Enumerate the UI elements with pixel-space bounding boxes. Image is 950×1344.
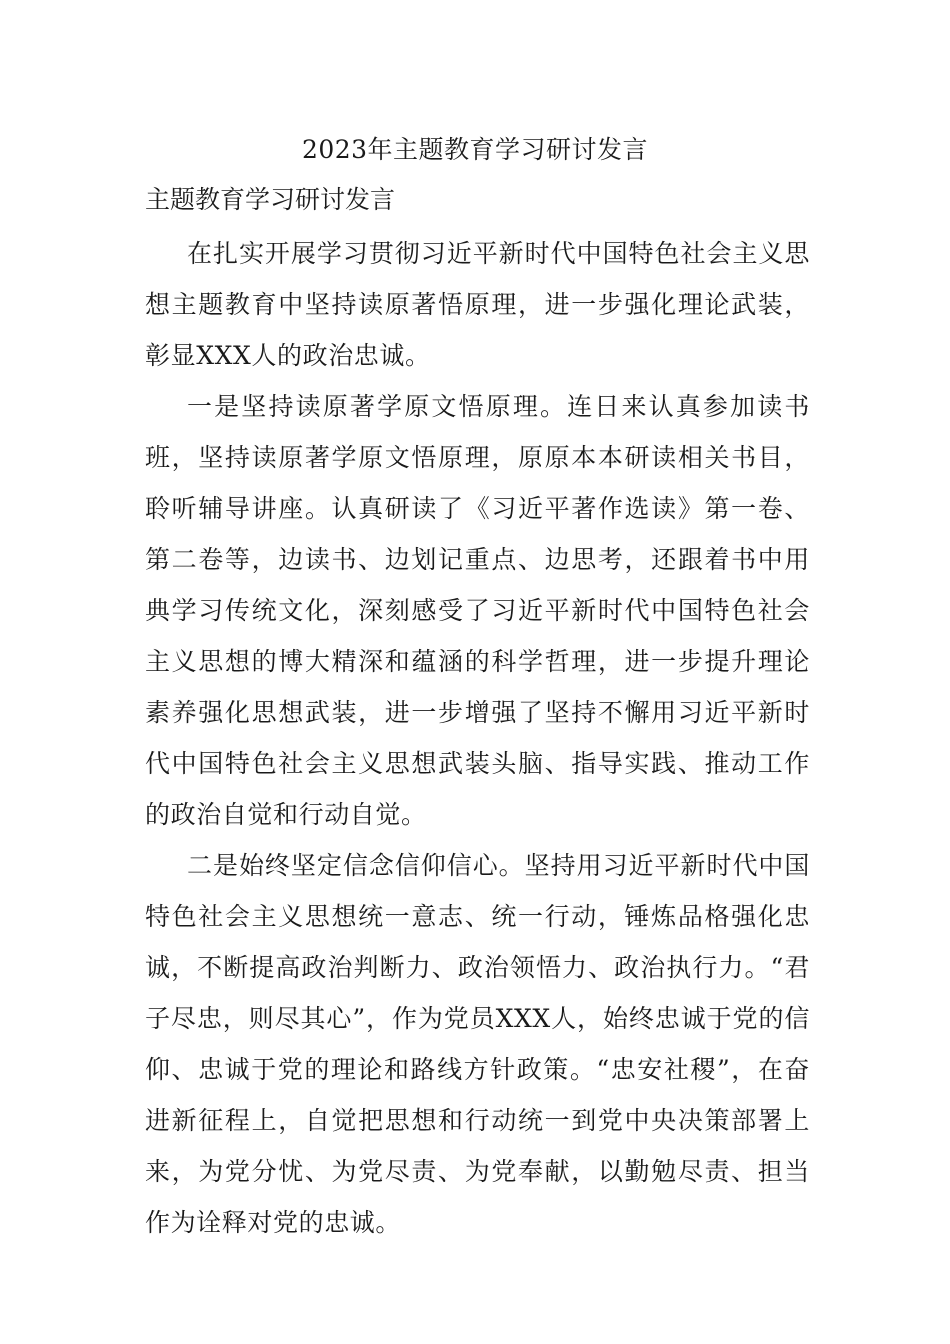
paragraph-intro: 在扎实开展学习贯彻习近平新时代中国特色社会主义思想主题教育中坚持读原著悟原理，进一步强化理论武装，彰显XXX人的政治忠诚。 bbox=[145, 239, 810, 370]
paragraph-point-two: 二是始终坚定信念信仰信心。坚持用习近平新时代中国特色社会主义思想统一意志、统一行动，锤炼品格强化忠诚，不断提高政治判断力、政治领悟力、政治执行力。“君子尽忠，则尽其心”，作为党员XXX人，始终忠诚于党的信仰、忠诚于党的理论和路线方针政策。“忠安社稷”，在奋进新征程上，自觉把思想和行动统一到党中央决策部署上来，为党分忧、为党尽责、为党奉献，以勤勉尽责、担当作为诠释对党的忠诚。 bbox=[145, 851, 810, 1237]
document-title: 2023年主题教育学习研讨发言 bbox=[301, 135, 649, 164]
document-body bbox=[145, 228, 810, 1248]
document-subtitle: 主题教育学习研讨发言 bbox=[145, 185, 396, 214]
paragraph-point-one: 一是坚持读原著学原文悟原理。连日来认真参加读书班，坚持读原著学原文悟原理，原原本本研读相关书目，聆听辅导讲座。认真研读了《习近平著作选读》第一卷、第二卷等，边读书、边划记重点、边思考，还跟着书中用典学习传统文化，深刻感受了习近平新时代中国特色社会主义思想的博大精深和蕴涵的科学哲理，进一步提升理论素养强化思想武装，进一步增强了坚持不懈用习近平新时代中国特色社会主义思想武装头脑、指导实践、推动工作的政治自觉和行动自觉。 bbox=[145, 392, 810, 829]
